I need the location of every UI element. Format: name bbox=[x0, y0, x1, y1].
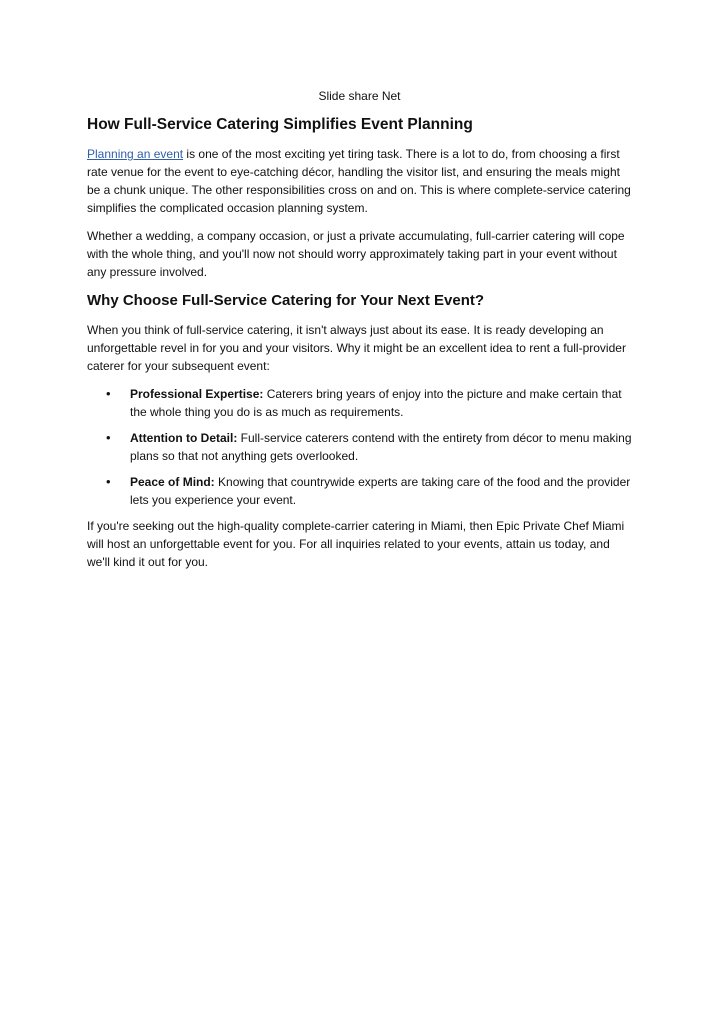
article-heading: How Full-Service Catering Simplifies Event Planning bbox=[87, 116, 473, 133]
list-item-text: Full-service caterers contend with the entirety from décor to menu making plans so that not anything gets overlooked. bbox=[130, 431, 632, 463]
article-body bbox=[87, 115, 635, 581]
list-item-text: Caterers bring years of enjoy into the picture and make certain that the whole thing you do is as much as requirements. bbox=[130, 387, 622, 419]
list-item bbox=[87, 473, 635, 509]
list-item-title: Attention to Detail: bbox=[130, 431, 238, 445]
bullet-icon: • bbox=[106, 386, 111, 401]
list-item-text: Knowing that countrywide experts are taking care of the food and the provider lets you experience your event. bbox=[130, 475, 631, 507]
page-header: Slide share Net bbox=[318, 89, 401, 103]
paragraph-whether: Whether a wedding, a company occasion, or just a private accumulating, full-carrier catering will cope with the whole thing, and you'll now not should worry approximately taking part in your event without any pressure involved. bbox=[87, 229, 625, 279]
list-item bbox=[87, 429, 635, 465]
bullet-icon: • bbox=[106, 430, 111, 445]
list-item bbox=[87, 385, 635, 421]
paragraph-when: When you think of full-service catering, it isn't always just about its ease. It is ready developing an unforgettable revel in for you and your visitors. Why it might be an excellent idea to rent a full-provider caterer for your subsequent event: bbox=[87, 323, 626, 373]
list-item-title: Peace of Mind: bbox=[130, 475, 215, 489]
list-item-title: Professional Expertise: bbox=[130, 387, 264, 401]
closing-paragraph: If you're seeking out the high-quality complete-carrier catering in Miami, then Epic Private Chef Miami will host an unforgettable event for you. For all inquiries related to your events, attain us today, and we'll kind it out for you. bbox=[87, 519, 625, 569]
intro-paragraph bbox=[87, 145, 635, 217]
benefits-list bbox=[87, 385, 635, 509]
intro-text: is one of the most exciting yet tiring task. There is a lot to do, from choosing a first rate venue for the event to eye-catching décor, handling the visitor list, and ensuring the meals might be a chunk unique. The other responsibilities cross on and on. This is where complete-service catering simplifies the complicated occasion planning system. bbox=[87, 147, 631, 215]
planning-event-link[interactable]: Planning an event bbox=[87, 147, 184, 161]
bullet-icon: • bbox=[106, 474, 111, 489]
article-subheading: Why Choose Full-Service Catering for Your Next Event? bbox=[87, 292, 485, 309]
